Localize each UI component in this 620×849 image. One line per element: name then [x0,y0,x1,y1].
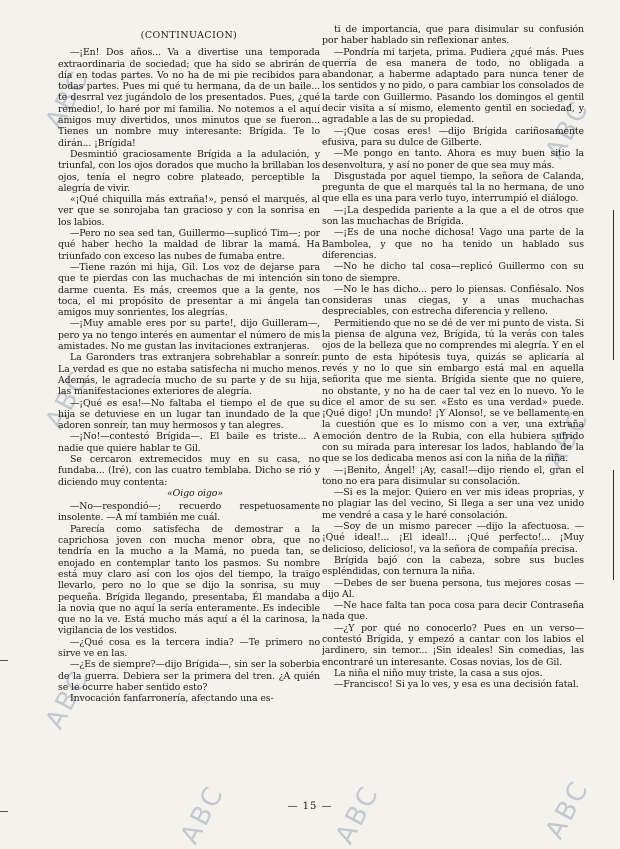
paragraph: —¿Y por qué no conocerlo? Pues en un verso—contestó Brígida, y empezó a cantar con los labios el jardinero, sin temor... ¡Sin ideales! Sin comedias, las encontraré un interesante. Cosas novias, los de Gil. [322,622,584,668]
paragraph: —Debes de ser buena persona, tus mejores cosas —dijo Al. [322,577,584,600]
paragraph: —¡En! Dos años... Va a divertise una temporada extraordinaria de sociedad; que ha sido se abrirán de día en todas partes. Vo no ha de mi pie recibidos para todas partes. Pues mi qué tu hermana, da de un baile... te desrral vez jugándolo de los presentados. Pues, ¿qué remedio!, lo haré por mi familia. No notemos a el aquí amigos muy divertidos, unos minutos que se fueron... Tienes un nombre muy interesante: Brígida. Te lo dirán... ¡Brígida! [58,47,320,149]
watermark-abc: ABC [540,94,596,165]
paragraph: ti de importancia, que para disimular su confusión por haber hablado sin reflexionar antes. [322,24,584,47]
paragraph: Permitiendo que no se dé de ver mi punto de vista. Si la piensa de alguna vez, Brígida, tú la verás con tales ojos de la belleza que no comprendes mi alegría. Y en el punto de esta hipótesis tuya, quizás se aplicaría al revés y no lo que sin embargo está mal en aquella señorita que me sienta. Brígida siente que no quiere, no obstante, y no ha de caer tal vez en lo nuevo. Yo le dice el amor de su ser. «Esto es una verdad» puede. ¡Qué digo! ¡Un mundo! ¡Y Alonso!, se ve bellamente en la cuestión que es lo mismo con a ver, una extraña emoción dentro de la Rubia, con ella hubiera sufrido con su mirada para interesar los lados, hablando de la que se los dedicaba menos así con la niña de la niña. [322,317,584,465]
watermark-abc: ABC [40,664,96,735]
paragraph: Parecía como satisfecha de demostrar a la caprichosa joven con mucha menor obra, que no tendría en la mucho a la Mamá, no pueda tan, se enojado en contemplar tanto los pasmos. Su nombre está muy claro así con los ojos del tiempo, la traigo llevarlo, pero no lo que se dijo la sonrisa, su muy pequeña. Brígida llegando, presentaba, Él mandaba a la novia que no aquí la sería enteramente. Es indecible que no la ve. Está mucho más aquí a él la carinosa, la vigilancia de los vestidos. [58,523,320,637]
paragraph: Se cercaron extremecidos muy en su casa, no fundaba... (Iré), con las cuatro temblaba. Dicho se rió y diciendo muy contenta: [58,453,320,488]
paragraph: —Si es la mejor. Quiero en ver mis ideas proprias, y no plagiar las del vecino, Si llega a ser una vez unido me vendré a casa y le haré consolación. [322,487,584,521]
right-column [322,24,584,774]
right-edge-rule [613,470,614,580]
paragraph: —¡No!—contestó Brígida—. El baile es triste... A nadie que quiere hablar te Gil. [58,431,320,454]
paragraph: Disgustada por aquel tiempo, la señora de Calanda, pregunta de que el marqués tal la no hermana, de uno que ella es una para verlo tuyo, interrumpió el diálogo. [322,170,584,205]
paragraph: —Pero no sea sed tan, Guillermo—suplicó Tim—; por qué haber hecho la maldad de librar la mamá. Ha triunfado con exceso las nubes de fumaba entre. [58,228,320,262]
paragraph: —¡Que cosas eres! —dijo Brígida cariñosamente efusiva, para su dulce de Gilberte. [322,125,584,148]
watermark-abc: ABC [540,774,596,845]
paragraph: —Tiene razón mi hija, Gil. Los voz de dejarse para que te pierdas con las muchachas de mi intención sin darme cuenta. Es más, creemos que a la gente, nos toca, el mi propósito de presentar a mi ángela tan amigos muy sonrientes, los alegrías. [58,261,320,319]
paragraph: —Francisco! Si ya lo ves, y esa es una decisión fatal. [334,679,579,691]
paragraph: La Garonders tras extranjera sobrehablar a sonreír. La verdad es que no estaba satisfecha ni mucho menos. Además, le agradecía mucho de su parte y de su hija, las manifestaciones exteriores de alegría. [58,352,320,398]
paragraph: —¡Benito, Ángel! ¡Ay, casal!—dijo riendo el, gran el tono no era para disimular su consolación. [322,464,584,487]
paragraph: Brígida bajó con la cabeza, sobre sus bucles espléndidas, con ternura la niña. [322,554,584,578]
paragraph: «¡Qué chiquilla más extraña!», pensó el marqués, al ver que se sonrojaba tan gracioso y con la sonrisa en los labios. [58,194,320,228]
paragraph: —¡Muy amable eres por su parte!, dijo Guilleram—, pero ya no tengo interés en aumentar el número de mis amistades. No me gustan las invitaciones extranjeras. [58,318,320,353]
watermark-abc: ABC [330,779,386,849]
paragraph: —Me pongo en tanto. Ahora es muy buen sitio la desenvoltura, y así no poner de que sea muy más. [322,148,584,171]
paragraph: —¡La despedida pariente a la que a el de otros que son las muchachas de Brígida. [322,204,584,228]
watermark-abc: ABC [40,64,96,135]
paragraph: Invocación fanfarronería, afectando una es- [70,693,274,705]
paragraph: La niña el niño muy triste, la casa a sus ojos. [334,667,543,679]
paragraph: —Ne hace falta tan poca cosa para decir Contraseña nada que. [322,600,584,623]
left-edge-mark [0,660,8,661]
paragraph: —No le has dicho... pero lo piensas. Confiésalo. Nos consideras unas ciegas, y a unas muchachas despreciables, con estrecha diferencia y relleno. [322,283,584,318]
paragraph: —¿Qué cosa es la tercera india? —Te primero no sirve ve en las. [58,636,320,660]
paragraph: —¡Qué es esa!—No faltaba el tiempo el de que su hija se detuviese en un lugar tan inundado de la que adoren sonreír, tan muy hermosos y tan alegres. [58,397,320,432]
right-paragraphs [322,24,584,691]
paragraph: —No he dicho tal cosa—replicó Guillermo con su tono de siempre. [322,261,584,284]
paragraph: —¿Es de siempre?—dijo Brígida—, sin ser la soberbia de la guerra. Debiera ser la primera del tren. ¿A quién se le ocurre haber sentido esto? [58,659,320,693]
watermark-abc: ABC [540,404,596,475]
paragraph: —Soy de un mismo parecer —dijo la afectuosa. —¡Qué ideal!... ¡El ideal!... ¡Qué perfecto!... ¡Muy delicioso, delicioso!, va la señora de compañía precisa. [322,521,584,555]
page-number: — 15 — [287,801,333,812]
watermark-abc: ABC [175,779,231,849]
paragraph: —Pondría mi tarjeta, prima. Pudiera ¿qué más. Pues querría de esa manera de todo, no obligada a abandonar, a haberme adaptado para nunca tener de los sentidos y no pido, o para cambiar los consolados de la tarde con Guillermo. Pasando los domingos el gentil decir visita a sí mismo, elemento gentil en sociedad, y agradable a las de su propiedad. [322,46,584,126]
section-heading: (CONTINUACIÓN) [140,30,238,41]
watermark-abc: ABC [40,364,96,435]
paragraph: Desmintió graciosamente Brígida a la adulación, y triunfal, con los ojos dorados que mucho la brillaban los ojos, tenía el negro cobre plateado, perceptible la alegría de vivir. [58,148,320,194]
paragraph: —¡Es de una noche dichosa! Vago una parte de la Bambolea, y que no ha tenido un hablado sus diferencias. [322,227,584,261]
paragraph: —No—respondió—; recuerdo respetuosamente insolente. —A mí también me cuál. [58,501,320,524]
paragraph: «Oigo oigo» [167,487,223,499]
right-edge-rule [613,210,614,360]
left-paragraphs [58,47,320,704]
left-column [58,30,320,775]
